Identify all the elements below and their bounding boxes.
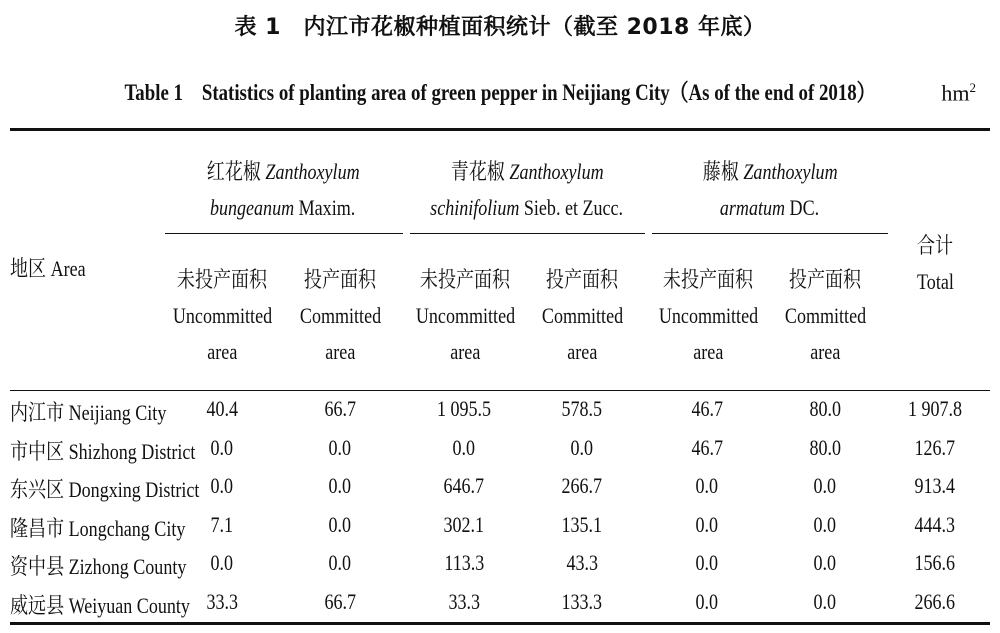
area-cell (167, 589, 277, 615)
area-cell (285, 589, 395, 615)
subheader-en-2: area (324, 339, 356, 364)
cell-value: 133.3 (561, 588, 603, 614)
area-cell (409, 473, 519, 499)
unit-superscript: 2 (969, 80, 976, 95)
subheader-cn: 投产面积 (545, 267, 619, 292)
subheader-uncommitted-3 (648, 262, 768, 370)
cell-value: 0.0 (210, 473, 234, 498)
subheader-en-2: area (566, 339, 598, 364)
cell-value: 46.7 (691, 396, 723, 421)
cell-value: 0.0 (813, 588, 837, 614)
area-cell (285, 473, 395, 499)
subheader-committed-1 (280, 262, 400, 370)
unit-label (941, 80, 976, 106)
cell-value: 0.0 (328, 473, 352, 498)
top-rule (10, 128, 990, 131)
row-label-text: 威远县 Weiyuan County (10, 592, 190, 618)
subheader-cn: 投产面积 (788, 267, 862, 292)
subheader-cn: 未投产面积 (662, 267, 754, 292)
bottom-rule (10, 622, 990, 625)
area-cell (527, 435, 637, 461)
cell-value: 0.0 (328, 434, 352, 460)
area-cell (409, 512, 519, 538)
subheader-en: Committed (299, 303, 381, 328)
total-cell (880, 550, 990, 576)
area-cell (652, 396, 762, 422)
area-cell (167, 435, 277, 461)
group-author: DC. (785, 195, 820, 220)
group-cn: 藤椒 (702, 159, 744, 184)
subheader-cn: 未投产面积 (419, 267, 511, 292)
area-cell (652, 589, 762, 615)
subheader-en-2: area (692, 339, 724, 364)
cell-value: 0.0 (813, 473, 837, 498)
cell-value: 80.0 (809, 434, 841, 460)
group-species: armatum (720, 195, 786, 220)
subheader-en: Committed (541, 303, 623, 328)
total-column-header (895, 228, 975, 300)
cell-value: 33.3 (206, 588, 238, 614)
region-header-text: 地区 Area (10, 256, 86, 281)
group-cn: 红花椒 (206, 159, 266, 184)
subheader-en: Uncommitted (415, 303, 516, 328)
total-cell (880, 473, 990, 499)
cell-value: 0.0 (452, 434, 476, 460)
area-cell (285, 435, 395, 461)
group-header-red-pepper (163, 154, 403, 226)
row-label-text: 市中区 Shizhong District (10, 438, 196, 464)
cell-value: 33.3 (448, 588, 480, 614)
header-rule (10, 390, 990, 391)
area-cell (167, 473, 277, 499)
area-cell (527, 589, 637, 615)
group-author: Maxim. (294, 195, 356, 220)
region-column-header (10, 252, 102, 283)
total-cell (880, 396, 990, 422)
subheader-en: Uncommitted (172, 303, 273, 328)
cell-value: 0.0 (695, 588, 719, 614)
group-header-line-1 (451, 154, 604, 190)
group-species: schinifolium (430, 195, 520, 220)
subheader-en: Committed (784, 303, 866, 328)
table-title-chinese: 表 1 内江市花椒种植面积统计（截至 2018 年底） (234, 15, 766, 40)
group-header-green-pepper (407, 154, 647, 226)
cell-value: 0.0 (695, 550, 719, 575)
group-header-line-2 (210, 190, 355, 226)
total-cell (880, 512, 990, 538)
group-header-line-2 (431, 190, 624, 226)
area-cell (409, 435, 519, 461)
area-cell (770, 550, 880, 576)
cell-value: 0.0 (328, 511, 352, 537)
subheader-committed-2 (522, 262, 642, 370)
group-cn: 青花椒 (450, 159, 510, 184)
group-header-line-2 (720, 190, 819, 226)
group-header-line-1 (703, 154, 838, 190)
unit-text: hm (941, 80, 970, 106)
subheader-uncommitted-2 (405, 262, 525, 370)
area-cell (167, 396, 277, 422)
subheader-en-2: area (449, 339, 481, 364)
cell-value: 0.0 (695, 473, 719, 498)
subheader-en: Uncommitted (658, 303, 759, 328)
area-cell (770, 589, 880, 615)
group-genus: Zanthoxylum (743, 159, 838, 184)
area-cell (527, 550, 637, 576)
total-cell (880, 589, 990, 615)
area-cell (652, 512, 762, 538)
area-cell (652, 550, 762, 576)
total-cn: 合计 (916, 233, 954, 258)
area-cell (770, 473, 880, 499)
subheader-en-2: area (809, 339, 841, 364)
area-cell (770, 512, 880, 538)
cell-value: 7.1 (210, 511, 234, 537)
cell-value: 40.4 (206, 396, 238, 421)
group-genus: Zanthoxylum (265, 159, 360, 184)
cell-value: 266.7 (561, 473, 603, 498)
cell-value: 126.7 (914, 434, 956, 460)
cell-value: 0.0 (813, 511, 837, 537)
area-cell (285, 396, 395, 422)
area-cell (409, 550, 519, 576)
area-cell (770, 396, 880, 422)
area-cell (167, 550, 277, 576)
group-header-vine-pepper (650, 154, 890, 226)
row-label-text: 内江市 Neijiang City (10, 400, 167, 425)
group-genus: Zanthoxylum (509, 159, 604, 184)
area-cell (770, 435, 880, 461)
subheader-committed-3 (765, 262, 885, 370)
cell-value: 444.3 (914, 511, 956, 537)
area-cell (652, 473, 762, 499)
subheader-uncommitted-1 (162, 262, 282, 370)
area-cell (409, 396, 519, 422)
row-label-text: 东兴区 Dongxing District (10, 477, 200, 502)
area-cell (527, 396, 637, 422)
cell-value: 913.4 (914, 473, 956, 498)
cell-value: 1 095.5 (436, 396, 492, 421)
area-cell (527, 512, 637, 538)
cell-value: 1 907.8 (907, 396, 963, 421)
cell-value: 578.5 (561, 396, 603, 421)
group-species: bungeanum (210, 195, 295, 220)
cell-value: 0.0 (210, 434, 234, 460)
cell-value: 646.7 (443, 473, 485, 498)
cell-value: 135.1 (561, 511, 603, 537)
cell-value: 0.0 (813, 550, 837, 575)
total-cell (880, 435, 990, 461)
subheader-en-2: area (206, 339, 238, 364)
cell-value: 80.0 (809, 396, 841, 421)
group-underline-1 (165, 233, 403, 234)
cell-value: 46.7 (691, 434, 723, 460)
group-author: Sieb. et Zucc. (519, 195, 624, 220)
cell-value: 0.0 (695, 511, 719, 537)
subheader-cn: 投产面积 (303, 267, 377, 292)
row-label-text: 资中县 Zizhong County (10, 554, 187, 579)
group-underline-2 (410, 233, 645, 234)
cell-value: 113.3 (444, 550, 484, 575)
table-title-english: Table 1 Statistics of planting area of green pepper in Neijiang City（As of the end of 2018） (124, 80, 876, 105)
area-cell (527, 473, 637, 499)
cell-value: 302.1 (443, 511, 485, 537)
area-cell (409, 589, 519, 615)
subheader-cn: 未投产面积 (176, 267, 268, 292)
area-cell (285, 512, 395, 538)
area-cell (285, 550, 395, 576)
area-cell (167, 512, 277, 538)
cell-value: 266.6 (914, 588, 956, 614)
cell-value: 43.3 (566, 550, 598, 575)
cell-value: 0.0 (210, 550, 234, 575)
cell-value: 66.7 (324, 396, 356, 421)
cell-value: 0.0 (570, 434, 594, 460)
group-underline-3 (652, 233, 888, 234)
cell-value: 0.0 (328, 550, 352, 575)
cell-value: 156.6 (914, 550, 956, 575)
total-en: Total (916, 269, 954, 294)
cell-value: 66.7 (324, 588, 356, 614)
group-header-line-1 (207, 154, 360, 190)
area-cell (652, 435, 762, 461)
row-label-text: 隆昌市 Longchang City (10, 515, 186, 541)
